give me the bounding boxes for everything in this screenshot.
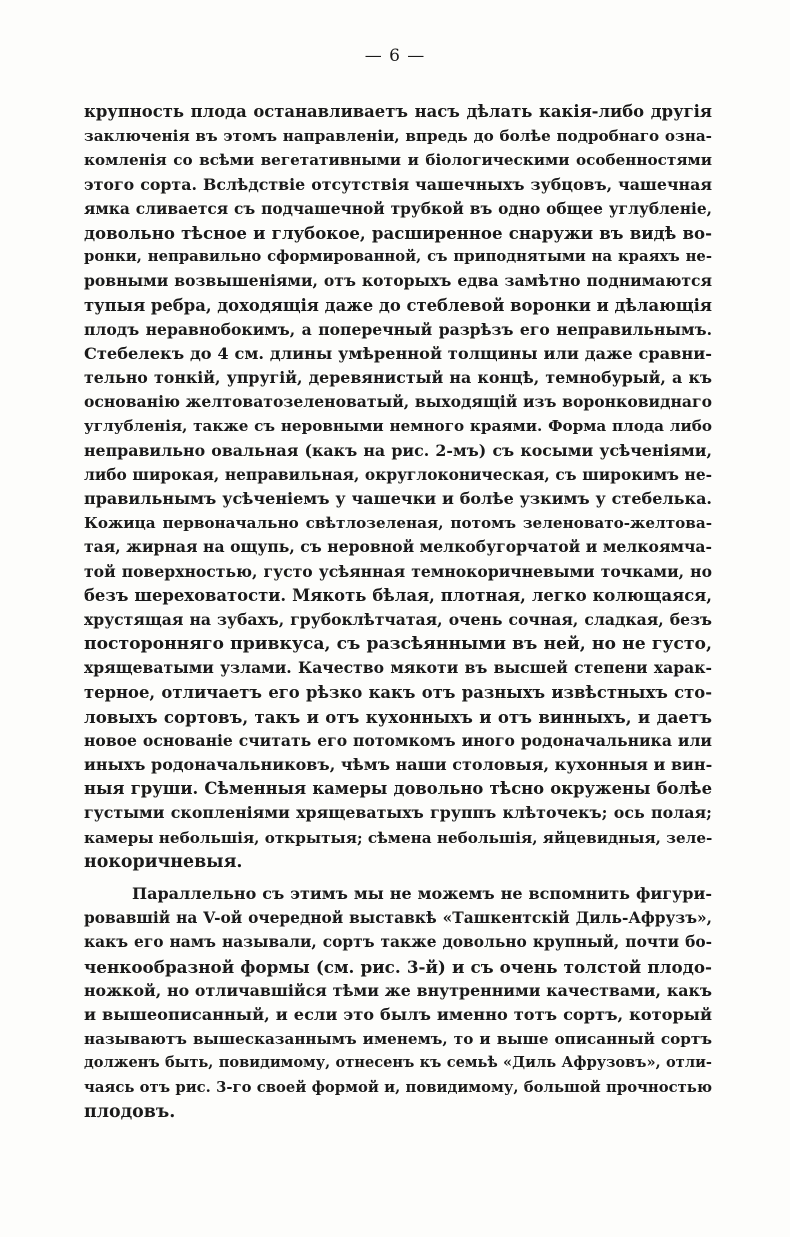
text-line: хрустящая на зубахъ, грубоклѣтчатая, очень сочная, сладкая, безъ (84, 609, 712, 629)
text-line: тупыя ребра, доходящія даже до стеблевой воронки и дѣлающія (84, 295, 712, 315)
text-line: заключенія въ этомъ направленіи, впредь до болѣе подробнаго озна- (84, 127, 712, 146)
text-line: какъ его намъ называли, сортъ также довольно крупный, почти бо- (84, 933, 712, 952)
text-line: углубленія, также съ неровными немного краями. Форма плода либо (84, 417, 712, 436)
paragraph-gap (84, 874, 712, 882)
text-line: Кожица первоначально свѣтлозеленая, потомъ зеленовато-желтова- (84, 514, 712, 533)
text-line: терное, отличаетъ его рѣзко какъ отъ разныхъ извѣстныхъ сто- (84, 682, 712, 702)
text-line: ровными возвышеніями, отъ которыхъ едва замѣтно поднимаются (84, 271, 712, 291)
text-line: тельно тонкій, упругій, деревянистый на концѣ, темнобурый, а къ (84, 368, 712, 388)
text-line: иныхъ родоначальниковъ, чѣмъ наши столовыя, кухонныя и вин- (84, 755, 712, 775)
text-line: называютъ вышесказаннымъ именемъ, то и выше описанный сортъ (84, 1030, 712, 1049)
text-line: плодовъ. (84, 1101, 176, 1122)
text-line: той поверхностью, густо усѣянная темнокоричневыми точками, но (84, 561, 712, 581)
text-line: ченкообразной формы (см. рис. 3-й) и съ очень толстой плодо- (84, 956, 712, 977)
paragraph-2 (84, 882, 712, 1124)
text-line: правильнымъ усѣченіемъ у чашечки и болѣе узкимъ у стебелька. (84, 489, 712, 508)
text-line: хрящеватыми узлами. Качество мякоти въ высшей степени харак- (84, 658, 712, 678)
page-number: — 6 — (364, 46, 426, 66)
text-line: ямка сливается съ подчашечной трубкой въ одно общее углубленіе, (84, 199, 712, 218)
text-line: довольно тѣсное и глубокое, расширенное снаружи въ видѣ во- (84, 222, 712, 243)
text-line: либо широкая, неправильная, округлоконическая, съ широкимъ не- (84, 465, 712, 484)
text-line: густыми скопленіями хрящеватыхъ группъ клѣточекъ; ось полая; (84, 803, 712, 823)
text-line: комленія со всѣми вегетативными и біологическими особенностями (84, 151, 712, 170)
text-line: ныя груши. Сѣменныя камеры довольно тѣсно окружены болѣе (84, 779, 712, 799)
text-line: неправильно овальная (какъ на рис. 2-мъ) съ косыми усѣченіями, (84, 440, 712, 460)
text-line: посторонняго привкуса, съ разсѣянными въ ней, но не густо, (84, 634, 712, 655)
text-line: камеры небольшія, открытыя; сѣмена небольшія, яйцевидныя, зеле- (84, 828, 712, 847)
paragraph-1 (84, 100, 712, 874)
text-line: ронки, неправильно сформированной, съ приподнятыми на краяхъ не- (84, 248, 712, 266)
text-line: новое основаніе считать его потомкомъ иного родоначальника или (84, 730, 712, 750)
text-line: нокоричневыя. (84, 851, 243, 872)
text-line: крупность плода останавливаетъ насъ дѣлать какія-либо другія (84, 102, 712, 121)
text-line: основанію желтоватозеленоватый, выходящій изъ воронковиднаго (84, 392, 712, 412)
body-text (84, 100, 712, 1124)
text-line: ловыхъ сортовъ, такъ и отъ кухонныхъ и отъ винныхъ, и даетъ (84, 706, 712, 727)
text-line: безъ шереховатости. Мякоть бѣлая, плотная, легко колющаяся, (84, 585, 712, 605)
text-line: Параллельно съ этимъ мы не можемъ не вспомнить фигури- (132, 884, 712, 903)
text-line: и вышеописанный, и если это былъ именно тотъ сортъ, который (84, 1004, 712, 1024)
text-line: тая, жирная на ощупь, съ неровной мелкобугорчатой и мелкоямча- (84, 537, 712, 557)
text-line: ножкой, но отличавшійся тѣми же внутренними качествами, какъ (84, 980, 712, 1000)
text-line: долженъ быть, повидимому, отнесенъ къ семьѣ «Диль Афрузовъ», отли- (84, 1054, 712, 1072)
text-line: плодъ неравнобокимъ, а поперечный разрѣзъ его неправильнымъ. (84, 319, 712, 339)
text-line: чаясь отъ рис. 3-го своей формой и, повидимому, большой прочностью (84, 1078, 712, 1096)
text-line: Стебелекъ до 4 см. длины умѣренной толщины или даже сравни- (84, 343, 712, 363)
text-line: ровавшій на V-ой очередной выставкѣ «Ташкентскій Диль-Афрузъ», (84, 909, 712, 928)
text-line: этого сорта. Вслѣдствіе отсутствія чашечныхъ зубцовъ, чашечная (84, 174, 712, 194)
